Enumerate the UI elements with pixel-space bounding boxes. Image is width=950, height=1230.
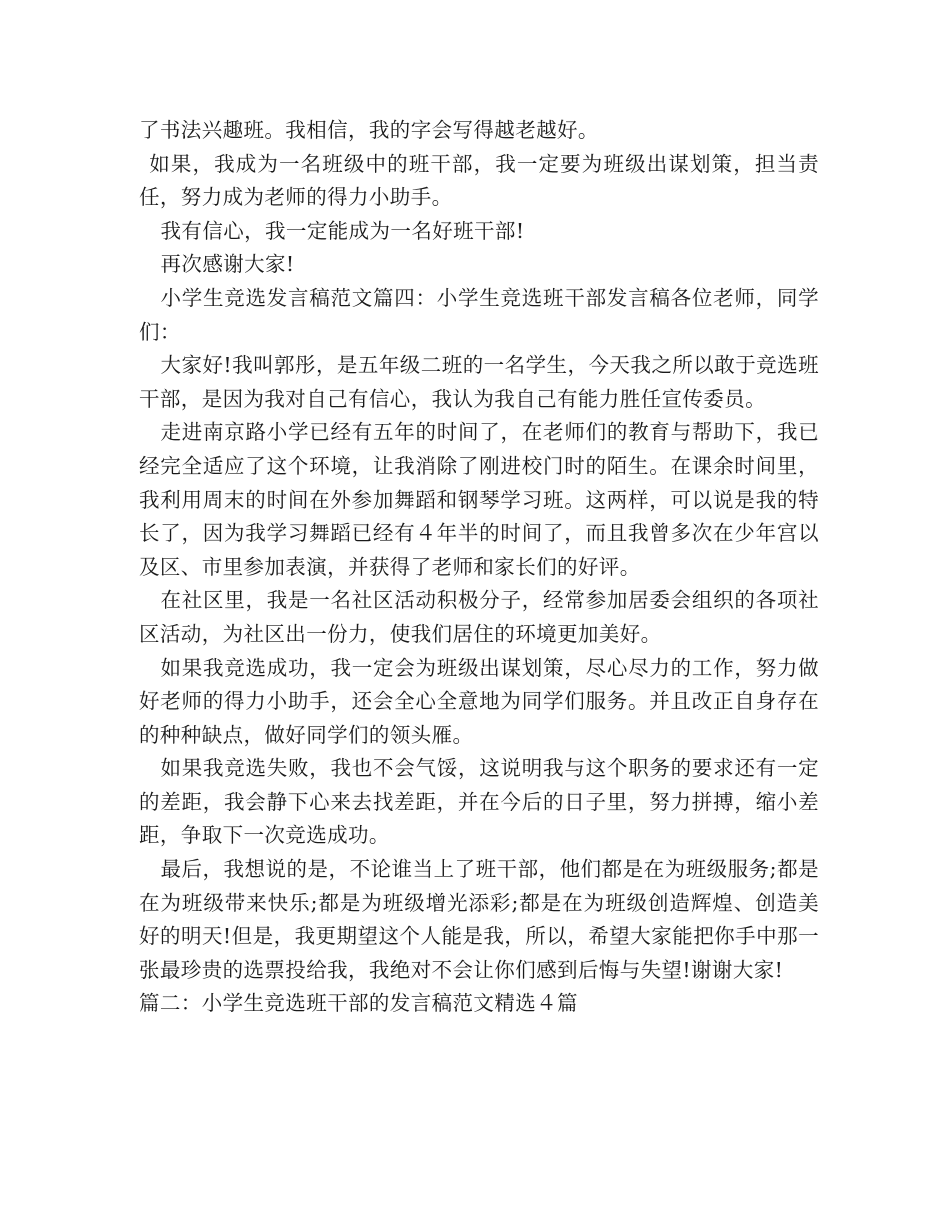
paragraph-if-fail: 如果我竞选失败，我也不会气馁，这说明我与这个职务的要求还有一定的差距，我会静下心来去找差距，并在今后的日子里，努力拼搏，缩小差距，争取下一次竞选成功。 (139, 756, 819, 848)
paragraph-community: 在社区里，我是一名社区活动积极分子，经常参加居委会组织的各项社区活动，为社区出一份力，使我们居住的环境更加美好。 (139, 588, 819, 646)
paragraph-confidence: 我有信心，我一定能成为一名好班干部! (160, 218, 525, 243)
document-body (139, 114, 819, 1021)
paragraph-if-success: 如果我竞选成功，我一定会为班级出谋划策，尽心尽力的工作，努力做好老师的得力小助手，还会全心全意地为同学们服务。并且改正自身存在的种种缺点，做好同学们的领头雁。 (139, 655, 819, 747)
paragraph-speech-four-title: 小学生竞选发言稿范文篇四：小学生竞选班干部发言稿各位老师，同学们： (139, 285, 819, 344)
section-heading-part-two: 篇二：小学生竞选班干部的发言稿范文精选４篇 (139, 991, 578, 1016)
paragraph-school-experience: 走进南京路小学已经有五年的时间了，在老师们的教育与帮助下，我已经完全适应了这个环境，让我消除了刚进校门时的陌生。在课余时间里，我利用周末的时间在外参加舞蹈和钢琴学习班。这两样，可以说是我的特长了，因为我学习舞蹈已经有４年半的时间了，而且我曾多次在少年宫以及区、市里参加表演，并获得了老师和家长们的好评。 (139, 420, 819, 579)
paragraph-thanks-again: 再次感谢大家! (160, 252, 295, 277)
paragraph-closing: 最后，我想说的是，不论谁当上了班干部，他们都是在为班级服务;都是在为班级带来快乐;都是为班级增光添彩;都是在为班级创造辉煌、创造美好的明天!但是，我更期望这个人能是我，所以，希望大家能把你手中那一张最珍贵的选票投给我，我绝对不会让你们感到后悔与失望!谢谢大家! (139, 857, 819, 982)
paragraph-class-cadre-pledge: 如果，我成为一名班级中的班干部，我一定要为班级出谋划策，担当责任，努力成为老师的得力小助手。 (139, 151, 819, 210)
paragraph-greeting-intro: 大家好!我叫郭彤，是五年级二班的一名学生，今天我之所以敢于竞选班干部，是因为我对自己有信心，我认为我自己有能力胜任宣传委员。 (139, 353, 819, 411)
paragraph-continuation: 了书法兴趣班。我相信，我的字会写得越老越好。 (139, 118, 599, 142)
